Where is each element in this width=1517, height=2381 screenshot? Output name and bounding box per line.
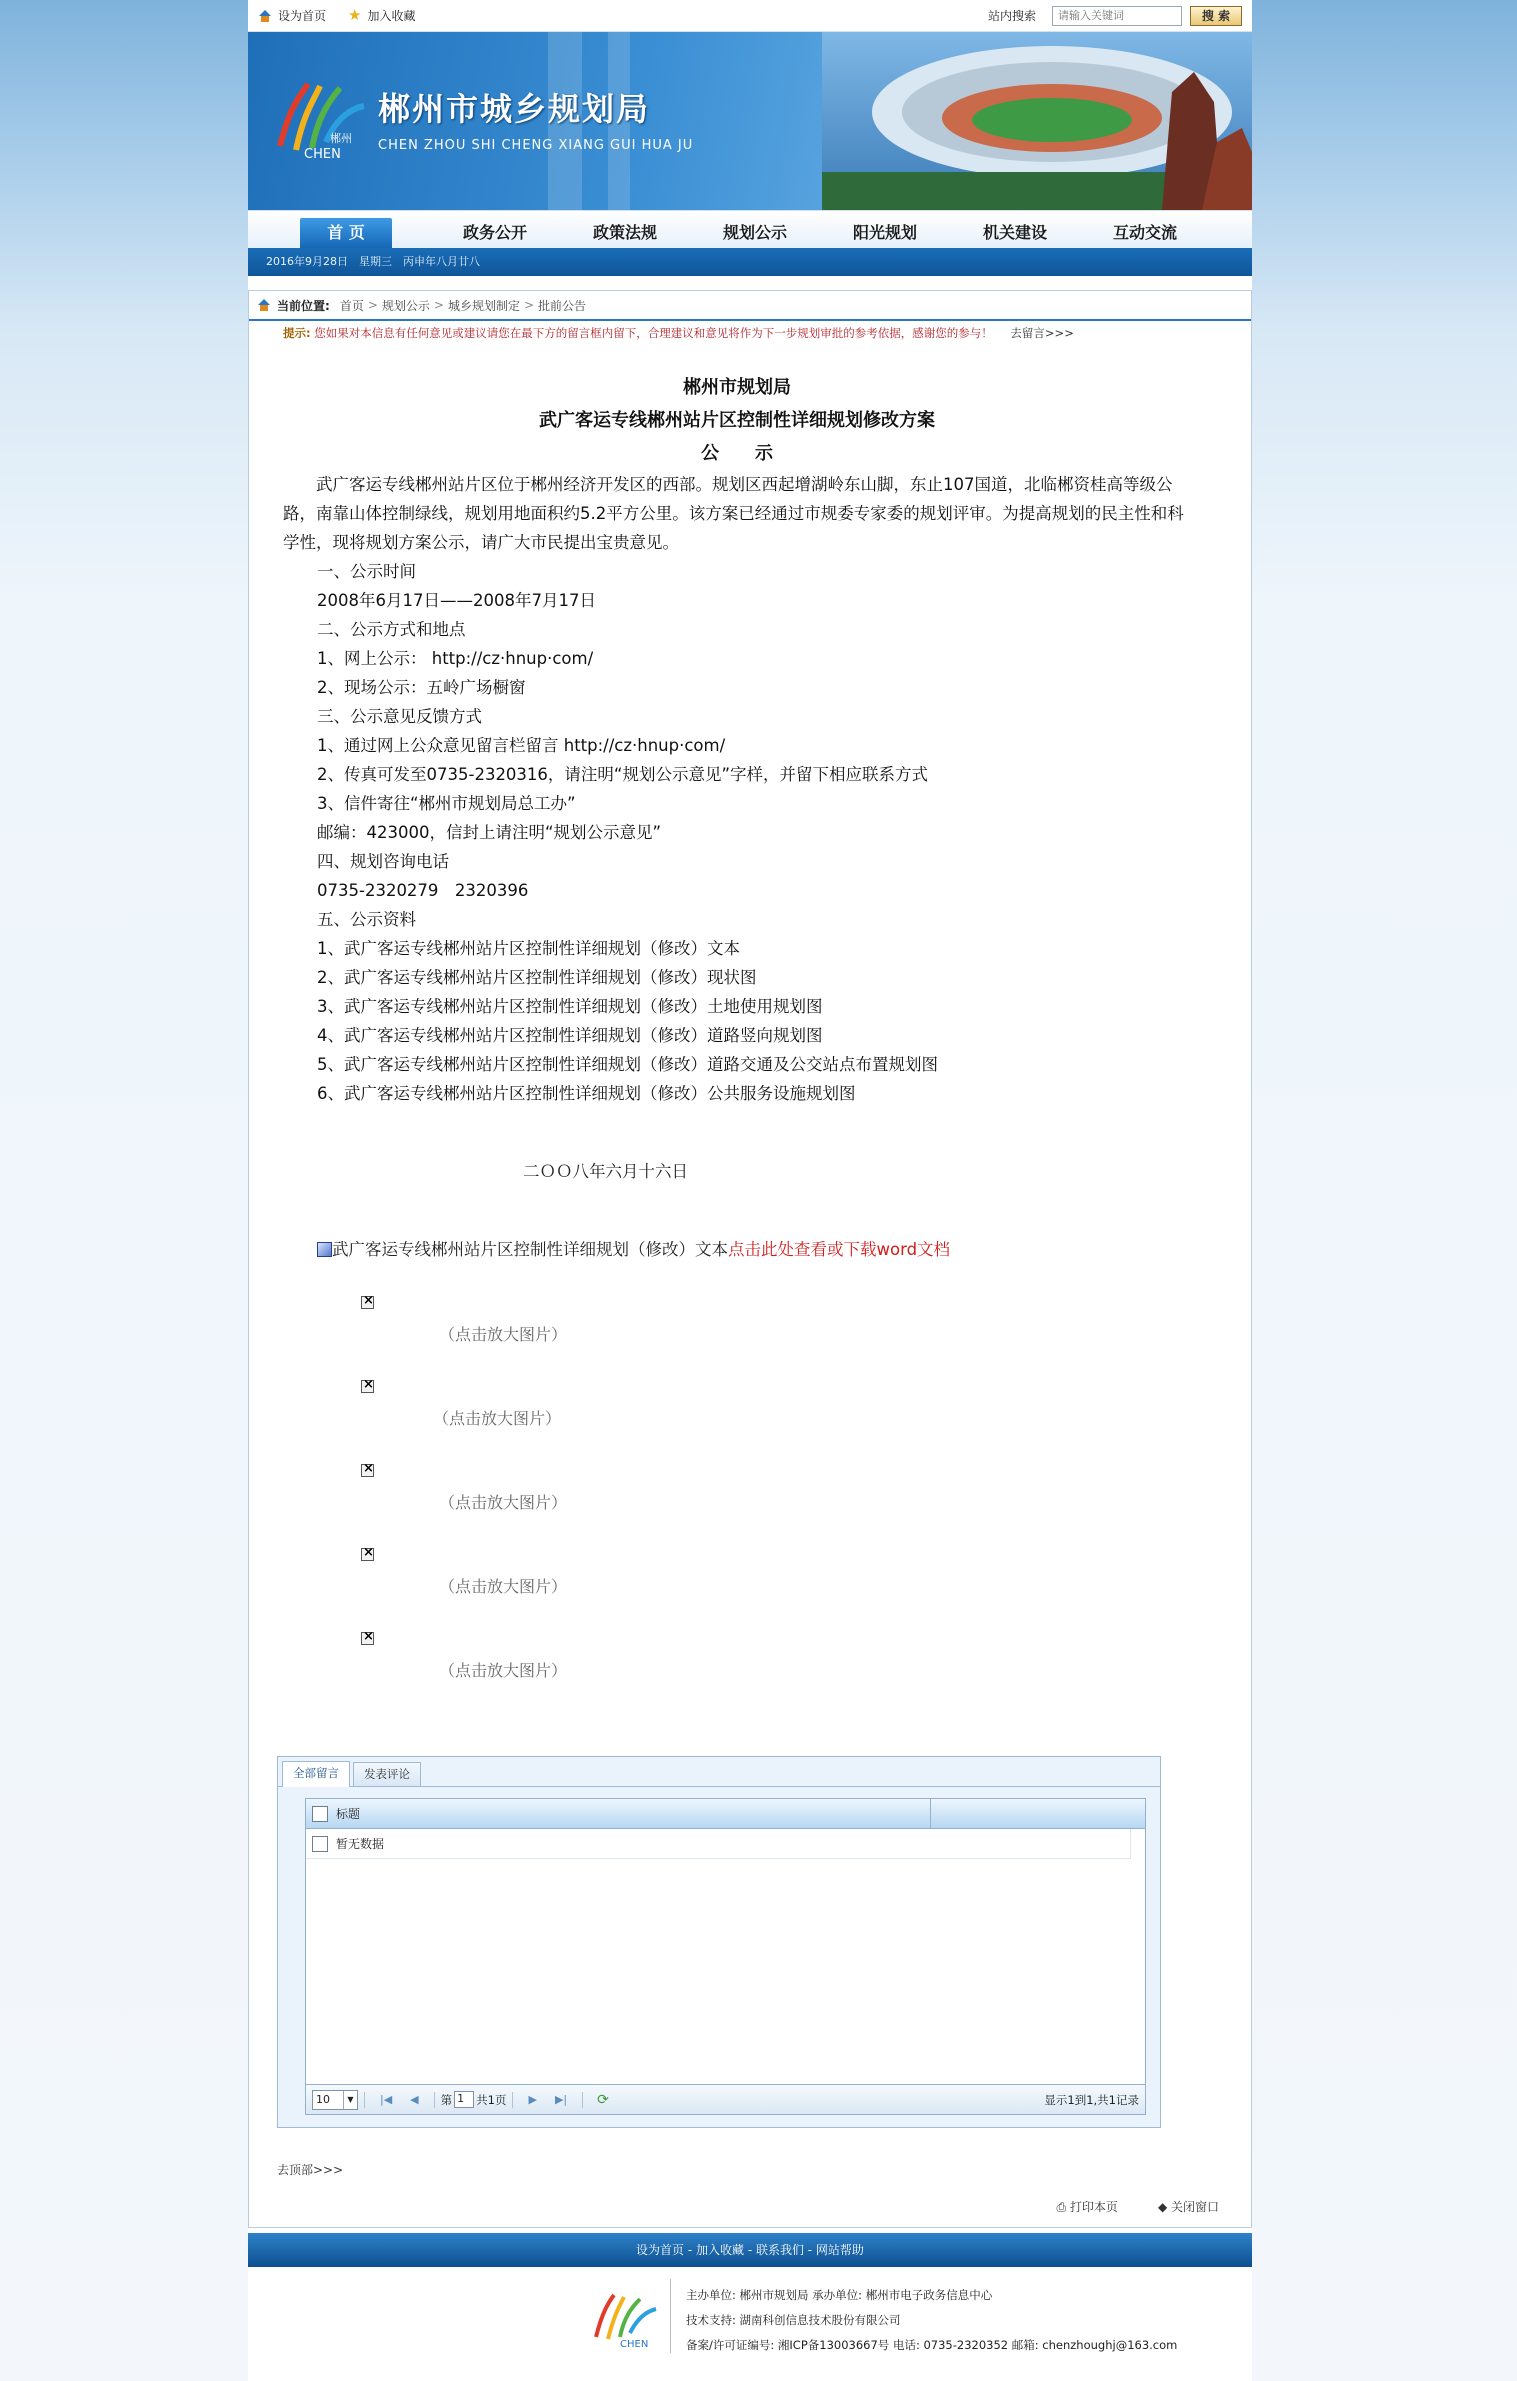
- nav-planning-notices[interactable]: 规划公示: [722, 223, 787, 242]
- article-body: [283, 470, 1191, 1108]
- grid-header: [306, 1799, 1145, 1829]
- page-size-select[interactable]: 10 ▼: [312, 2090, 358, 2110]
- article-line: 1、武广客运专线郴州站片区控制性详细规划（修改）文本: [317, 939, 740, 958]
- broken-image-icon[interactable]: [361, 1296, 374, 1309]
- home-icon: [257, 299, 271, 311]
- page-total: 共1页: [476, 2092, 507, 2107]
- broken-image-icon[interactable]: [361, 1632, 374, 1645]
- stadium-image: [822, 32, 1252, 210]
- site-title: 郴州市城乡规划局: [378, 90, 651, 128]
- main-nav: [248, 210, 1252, 248]
- article: [249, 345, 1251, 1710]
- word-document-icon: [317, 1242, 332, 1257]
- header-banner: [248, 32, 1252, 210]
- footer-line: 主办单位: 郴州市规划局 承办单位: 郴州市电子政务信息中心: [686, 2288, 993, 2302]
- footer: [248, 2267, 1252, 2365]
- footer-line: 备案/许可证编号: 湘ICP备13003667号 电话: 0735-2320352 邮箱: chenzhoughj@163.com: [686, 2338, 1178, 2352]
- publish-date: 二ＯＯ八年六月十六日: [523, 1162, 688, 1181]
- tab-post-comment[interactable]: 发表评论: [353, 1762, 421, 1786]
- printer-icon: ⎙: [1056, 2200, 1070, 2214]
- pagination-bar: [306, 2084, 1145, 2114]
- page-label: 第: [440, 2092, 453, 2107]
- article-line: 二、公示方式和地点: [317, 620, 466, 639]
- zoom-image-label[interactable]: （点击放大图片）: [439, 1577, 568, 1596]
- article-title: 武广客运专线郴州站片区控制性详细规划修改方案: [539, 410, 935, 431]
- site-logo: [270, 76, 370, 160]
- nav-government-affairs[interactable]: 政务公开: [462, 223, 527, 242]
- site-search-label: 站内搜索: [987, 9, 1036, 23]
- date-bar: 2016年9月28日 星期三 丙申年八月廿八: [248, 248, 1252, 276]
- zoom-image-label[interactable]: （点击放大图片）: [439, 1493, 568, 1512]
- article-line: 3、信件寄往“郴州市规划局总工办”: [317, 794, 576, 813]
- top-bar: [248, 0, 1252, 32]
- set-home-link[interactable]: 设为首页: [258, 7, 326, 24]
- breadcrumb: 当前位置: 首页 > 规划公示 > 城乡规划制定 > 批前公告: [249, 291, 1251, 321]
- broken-image-icon[interactable]: [361, 1548, 374, 1561]
- breadcrumb-item[interactable]: 规划公示: [381, 298, 430, 313]
- footer-links[interactable]: 设为首页 - 加入收藏 - 联系我们 - 网站帮助: [248, 2233, 1252, 2267]
- image-list: [283, 1290, 1191, 1710]
- go-comment-link[interactable]: 去留言>>>: [1010, 326, 1074, 340]
- article-line: 五、公示资料: [317, 910, 416, 929]
- article-line: 5、武广客运专线郴州站片区控制性详细规划（修改）道路交通及公交站点布置规划图: [317, 1055, 938, 1074]
- breadcrumb-item[interactable]: 城乡规划制定: [447, 298, 520, 313]
- search-input[interactable]: [1052, 6, 1182, 26]
- footer-info: [686, 2283, 1177, 2358]
- article-line: 2、武广客运专线郴州站片区控制性详细规划（修改）现状图: [317, 968, 757, 987]
- broken-image-icon[interactable]: [361, 1464, 374, 1477]
- footer-line: 技术支持: 湖南科创信息技术股份有限公司: [686, 2313, 901, 2327]
- image-item[interactable]: [283, 1542, 1191, 1626]
- footer-divider: [670, 2279, 671, 2353]
- content-frame: [248, 290, 1252, 2228]
- breadcrumb-label: 当前位置:: [277, 298, 330, 313]
- breadcrumb-item[interactable]: 首页: [339, 298, 364, 313]
- comments-panel: [277, 1756, 1161, 2128]
- refresh-icon[interactable]: ⟳: [597, 2091, 609, 2108]
- star-icon: ★: [348, 6, 362, 24]
- back-to-top-link[interactable]: 去顶部>>>: [277, 2163, 344, 2177]
- comment-tip: 提示: 您如果对本信息有任何意见或建议请您在最下方的留言框内留下，合理建议和意见将作为下一步规划审批的参考依据，感谢您的参与！ 去留言>>>: [283, 326, 1074, 340]
- next-page-icon[interactable]: ▶: [528, 2093, 537, 2106]
- nav-sunshine-planning[interactable]: 阳光规划: [852, 223, 917, 242]
- article-title: 公 示: [701, 443, 773, 464]
- download-word-link[interactable]: 点击此处查看或下载word文档: [728, 1240, 951, 1259]
- article-line: 0735-2320279 2320396: [317, 881, 529, 900]
- row-text: 暂无数据: [336, 1837, 385, 1851]
- article-line: 一、公示时间: [317, 562, 416, 581]
- tab-all-comments[interactable]: 全部留言: [282, 1761, 350, 1787]
- article-line: 1、通过网上公众意见留言栏留言 http://cz·hnup·com/: [317, 736, 726, 755]
- article-line: 6、武广客运专线郴州站片区控制性详细规划（修改）公共服务设施规划图: [317, 1084, 856, 1103]
- nav-interaction[interactable]: 互动交流: [1112, 223, 1177, 242]
- close-window-link[interactable]: ◆ 关闭窗口: [1157, 2200, 1219, 2214]
- prev-page-icon[interactable]: ◀: [410, 2093, 419, 2106]
- article-line: 三、公示意见反馈方式: [317, 707, 482, 726]
- print-page-link[interactable]: ⎙ 打印本页: [1056, 2200, 1118, 2214]
- article-line: 3、武广客运专线郴州站片区控制性详细规划（修改）土地使用规划图: [317, 997, 823, 1016]
- table-row: [306, 1829, 1131, 1859]
- zoom-image-label[interactable]: （点击放大图片）: [439, 1661, 568, 1680]
- search-button[interactable]: 搜 索: [1190, 6, 1242, 26]
- page-number-input[interactable]: 1: [454, 2091, 474, 2108]
- article-line: 1、网上公示： http://cz·hnup·com/: [317, 649, 594, 668]
- nav-organization[interactable]: 机关建设: [982, 223, 1047, 242]
- add-favorite-link[interactable]: ★ 加入收藏: [348, 6, 416, 24]
- comments-grid: [305, 1798, 1146, 2115]
- broken-image-icon[interactable]: [361, 1380, 374, 1393]
- last-page-icon[interactable]: ▶|: [554, 2093, 568, 2106]
- record-info: 显示1到1,共1记录: [1044, 2092, 1139, 2107]
- site-subtitle: CHEN ZHOU SHI CHENG XIANG GUI HUA JU: [378, 138, 694, 153]
- comments-tabs: [278, 1757, 1160, 1787]
- page-actions: [1057, 2198, 1220, 2215]
- nav-policies[interactable]: 政策法规: [592, 223, 657, 242]
- home-icon: [258, 10, 272, 22]
- close-icon: ◆: [1157, 2200, 1171, 2214]
- article-line: 2008年6月17日——2008年7月17日: [317, 591, 596, 610]
- article-paragraph: 武广客运专线郴州站片区位于郴州经济开发区的西部。规划区西起增湖岭东山脚，东止107国道，北临郴资桂高等级公路，南靠山体控制绿线，规划用地面积约5.2平方公里。该方案已经通过市规委专家委的规划评审。为提高规划的民主性和科学性，现将规划方案公示，请广大市民提出宝贵意见。: [283, 475, 1184, 552]
- image-item[interactable]: [283, 1626, 1191, 1710]
- select-all-checkbox[interactable]: [312, 1806, 328, 1822]
- article-line: 4、武广客运专线郴州站片区控制性详细规划（修改）道路竖向规划图: [317, 1026, 823, 1045]
- breadcrumb-item[interactable]: 批前公告: [538, 298, 587, 313]
- article-line: 四、规划咨询电话: [317, 852, 449, 871]
- article-line: 邮编：423000，信封上请注明“规划公示意见”: [317, 823, 662, 842]
- zoom-image-label[interactable]: （点击放大图片）: [439, 1325, 568, 1344]
- row-checkbox[interactable]: [312, 1836, 328, 1852]
- svg-text:郴州: 郴州: [330, 132, 352, 145]
- zoom-image-label[interactable]: （点击放大图片）: [433, 1409, 562, 1428]
- article-title: 郴州市规划局: [683, 377, 791, 398]
- nav-home[interactable]: 首 页: [300, 218, 392, 248]
- article-line: 2、现场公示：五岭广场橱窗: [317, 678, 526, 697]
- page: [248, 0, 1252, 2381]
- image-item[interactable]: [283, 1458, 1191, 1542]
- column-title[interactable]: 标题: [336, 1799, 931, 1829]
- svg-text:CHEN: CHEN: [620, 2339, 649, 2349]
- image-item[interactable]: [283, 1290, 1191, 1374]
- image-item[interactable]: [283, 1374, 1191, 1458]
- first-page-icon[interactable]: |◀: [380, 2093, 393, 2106]
- footer-logo: [590, 2289, 660, 2349]
- document-line: 武广客运专线郴州站片区控制性详细规划（修改）文本点击此处查看或下载word文档: [283, 1236, 1191, 1260]
- article-line: 2、传真可发至0735-2320316，请注明“规划公示意见”字样，并留下相应联系方式: [317, 765, 929, 784]
- chevron-down-icon: ▼: [343, 2091, 357, 2109]
- svg-text:CHEN: CHEN: [304, 147, 341, 160]
